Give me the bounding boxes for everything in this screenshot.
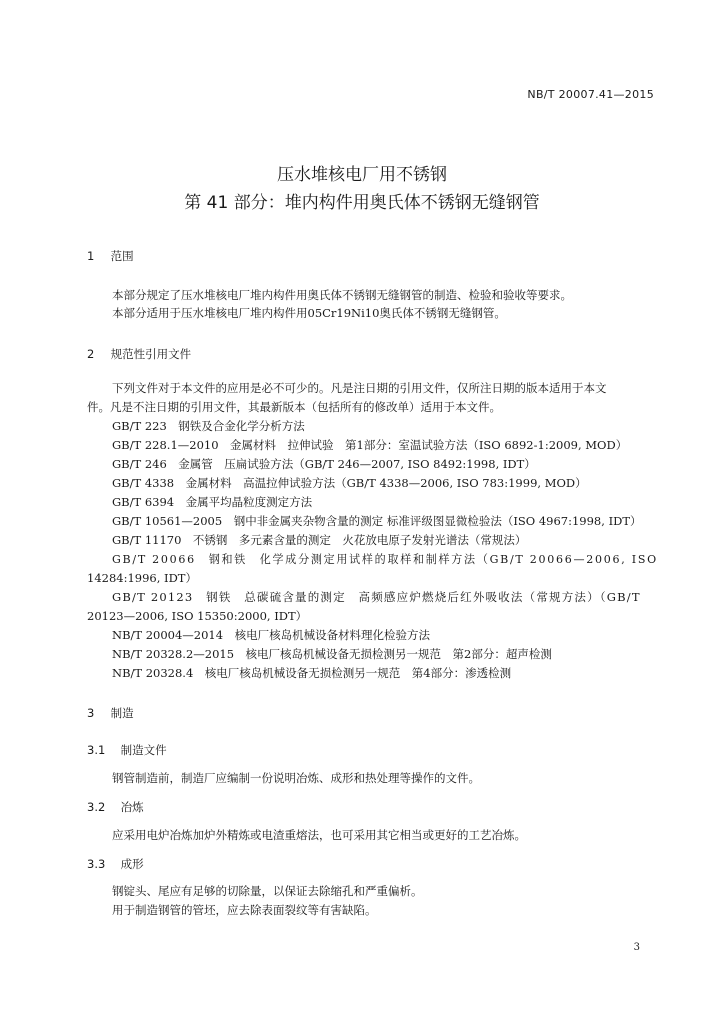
title-line-1: 压水堆核电厂用不锈钢 <box>277 165 447 185</box>
section-number: 3.2 <box>87 800 106 814</box>
subsection-3-1-heading <box>87 742 167 758</box>
reference-item: GB/T 10561—2005 钢中非金属夹杂物含量的测定 标准评级图显微检验法（ISO 4967:1998, IDT） <box>112 514 642 528</box>
section-number: 3.1 <box>87 743 106 757</box>
reference-item: GB/T 20066 钢和铁 化学成分测定用试样的取样和制样方法（GB/T 20066—2006, ISO <box>112 552 658 566</box>
reference-item: NB/T 20328.4 核电厂核岛机械设备无损检测另一规范 第4部分：渗透检测 <box>112 666 512 680</box>
section-title: 冶炼 <box>120 800 144 814</box>
reference-item-continued: 20123—2006, ISO 15350:2000, IDT） <box>87 609 308 623</box>
paragraph: 下列文件对于本文件的应用是必不可少的。凡是注日期的引用文件，仅所注日期的版本适用于本文 <box>112 381 607 395</box>
section-3-heading <box>87 705 134 721</box>
paragraph: 钢管制造前，制造厂应编制一份说明冶炼、成形和热处理等操作的文件。 <box>112 771 480 785</box>
reference-item: GB/T 4338 金属材料 高温拉伸试验方法（GB/T 4338—2006, ISO 783:1999, MOD） <box>112 476 587 490</box>
reference-item-continued: 14284:1996, IDT） <box>87 571 197 585</box>
reference-item: NB/T 20328.2—2015 核电厂核岛机械设备无损检测另一规范 第2部分：超声检测 <box>112 647 552 661</box>
reference-item: GB/T 246 金属管 压扁试验方法（GB/T 246—2007, ISO 8492:1998, IDT） <box>112 457 536 471</box>
section-1-heading <box>87 248 134 264</box>
section-number: 1 <box>87 249 95 263</box>
paragraph: 应采用电炉冶炼加炉外精炼或电渣重熔法，也可采用其它相当或更好的工艺冶炼。 <box>112 828 526 842</box>
title-line-2: 第 41 部分：堆内构件用奥氏体不锈钢无缝钢管 <box>184 193 540 213</box>
subsection-3-3-heading <box>87 856 144 872</box>
document-code: NB/T 20007.41—2015 <box>527 88 654 101</box>
section-title: 规范性引用文件 <box>110 347 192 361</box>
section-2-heading <box>87 346 191 362</box>
section-number: 3 <box>87 706 95 720</box>
subsection-3-2-heading <box>87 799 144 815</box>
paragraph: 用于制造钢管的管坯，应去除表面裂纹等有害缺陷。 <box>112 903 377 917</box>
paragraph: 本部分规定了压水堆核电厂堆内构件用奥氏体不锈钢无缝钢管的制造、检验和验收等要求。 <box>112 288 572 302</box>
paragraph: 本部分适用于压水堆核电厂堆内构件用05Cr19Ni10奥氏体不锈钢无缝钢管。 <box>112 306 506 320</box>
section-number: 2 <box>87 347 95 361</box>
reference-item: NB/T 20004—2014 核电厂核岛机械设备材料理化检验方法 <box>112 628 431 642</box>
section-title: 范围 <box>110 249 134 263</box>
section-title: 成形 <box>120 857 144 871</box>
section-title: 制造文件 <box>120 743 167 757</box>
reference-item: GB/T 228.1—2010 金属材料 拉伸试验 第1部分：室温试验方法（ISO 6892-1:2009, MOD） <box>112 438 628 452</box>
reference-item: GB/T 20123 钢铁 总碳硫含量的测定 高频感应炉燃烧后红外吸收法（常规方法）（GB/T <box>112 590 641 604</box>
reference-item: GB/T 6394 金属平均晶粒度测定方法 <box>112 495 313 509</box>
reference-item: GB/T 223 钢铁及合金化学分析方法 <box>112 419 305 433</box>
page-number: 3 <box>633 942 640 953</box>
reference-item: GB/T 11170 不锈钢 多元素含量的测定 火花放电原子发射光谱法（常规法） <box>112 533 527 547</box>
section-number: 3.3 <box>87 857 106 871</box>
section-title: 制造 <box>110 706 134 720</box>
paragraph: 钢锭头、尾应有足够的切除量，以保证去除缩孔和严重偏析。 <box>112 884 423 898</box>
paragraph: 件。凡是不注日期的引用文件，其最新版本（包括所有的修改单）适用于本文件。 <box>87 400 501 414</box>
